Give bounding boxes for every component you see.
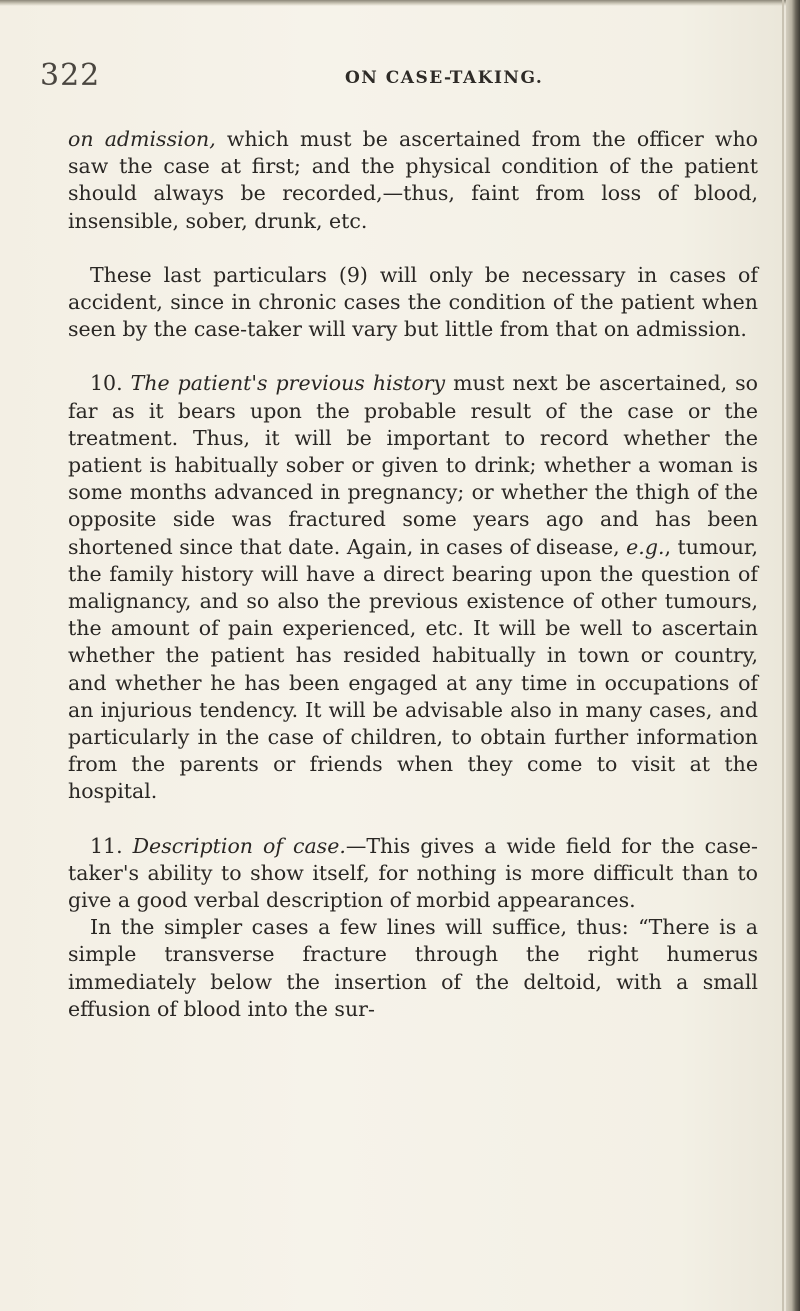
paragraph-text: In the simpler cases a few lines will suffice, thus: “There is a simple transverse fracture through the right humerus immediately below the insertion of the deltoid, with a small effusion of blood into the sur- [68,915,758,1021]
body-text [68,126,758,1023]
page-top-shadow [0,0,800,6]
page-binding-edge [786,0,800,1311]
paragraph-simpler-cases [68,914,758,1023]
paragraph-text: which must be ascertained from the officer who saw the case at first; and the physical condition of the patient should always be recorded,—thus, faint from loss of blood, insensible, sober, drunk, etc. [68,127,758,233]
paragraph-previous-history [68,370,758,805]
paragraph-text: These last particulars (9) will only be necessary in cases of accident, since in chronic cases the condition of the patient when seen by the case-taker will vary but little from that on admission. [68,262,758,342]
section-number: 11. [90,833,123,858]
page-edge-line [782,0,784,1311]
paragraph-text: —This gives a wide field for the case-taker's ability to show itself, for nothing is more difficult than to give a good verbal description of morbid appearances. [68,833,758,913]
paragraph-text-continued: , tumour, the family history will have a direct bearing upon the question of malignancy, and so also the previous existence of other tumours, the amount of pain experienced, etc. It will be well to ascertain whether the patient has resided habitually in town or country, and whether he has been engaged at any time in occupations of an injurious tendency. It will be advisable also in many cases, and particularly in the case of children, to obtain further information from the parents or friends when they come to visit at the hospital. [68,534,758,804]
section-title: Description of case. [132,833,346,858]
paragraph-text: must next be ascertained, so far as it bears upon the probable result of the case or the treatment. Thus, it will be important to record whether the patient is habitually sober or given to drink; whether a woman is some months advanced in pregnancy; or whether the thigh of the opposite side was fractured some years ago and has been shortened since that date. Again, in cases of disease, [68,371,758,559]
running-head: ON CASE-TAKING. [345,68,544,88]
page-header [40,58,760,108]
section-title: The patient's previous history [130,371,446,396]
paragraph-particulars [68,262,758,344]
section-number: 10. [90,371,123,396]
paragraph-lead-italic: on admission, [68,127,216,151]
paragraph-admission [68,126,758,235]
paragraph-italic-abbrev: e.g. [626,534,665,559]
page-number: 322 [40,58,101,93]
paragraph-description-of-case [68,833,758,915]
